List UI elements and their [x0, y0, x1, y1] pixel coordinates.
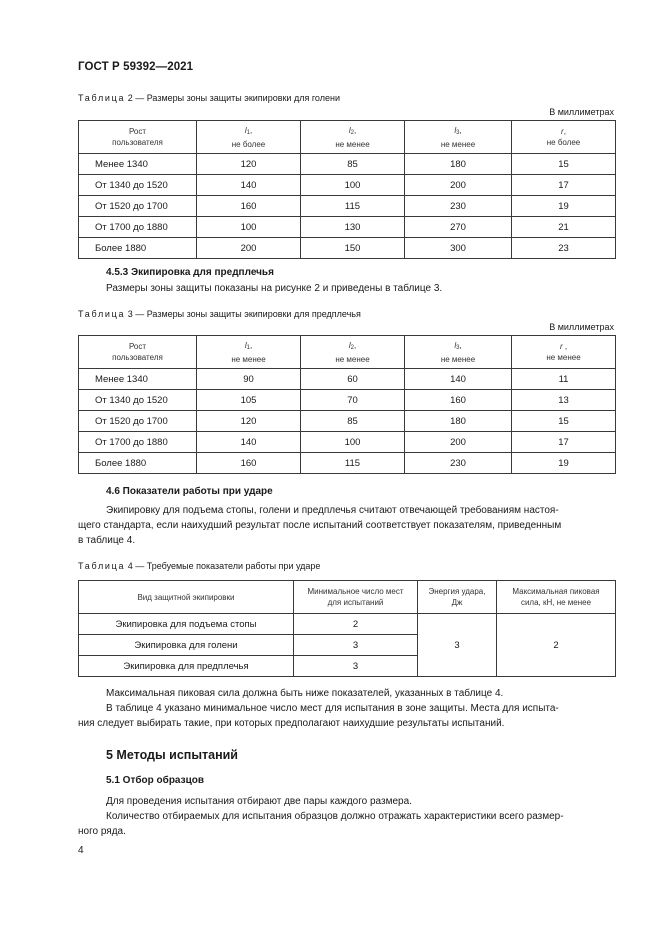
table-3-header-row [79, 336, 616, 369]
table-row: От 1700 до 1880 100 130 270 21 [79, 217, 616, 238]
table-row: Более 1880 160 115 230 19 [79, 453, 616, 474]
col-header-height: Рост пользователя [79, 121, 197, 154]
section-4-6-heading: 4.6 Показатели работы при ударе [106, 486, 273, 497]
col-header-type: Вид защитной экипировки [79, 581, 294, 614]
table-row: Менее 1340 90 60 140 11 [79, 369, 616, 390]
table-2-header-row [79, 121, 616, 154]
section-4-5-3-text: Размеры зоны защиты показаны на рисунке 2 и приведены в таблице 3. [106, 283, 443, 294]
table-row: Экипировка для предплечья 3 [79, 656, 616, 677]
section-5-1-heading: 5.1 Отбор образцов [106, 775, 204, 786]
section-5-1-line-2: Количество отбираемых для испытания образцов должно отражать характеристики всего размер- [106, 811, 564, 822]
caption-text: 3 — Размеры зоны защиты экипировки для предплечья [125, 309, 361, 319]
document-id: ГОСТ Р 59392—2021 [78, 61, 194, 73]
caption-word: Таблица [78, 309, 126, 319]
table-row: От 1340 до 1520 140 100 200 17 [79, 175, 616, 196]
paragraph-line-2: В таблице 4 указано минимальное число мест для испытания в зоне защиты. Места для испыта- [106, 703, 559, 714]
col-header-l2: l2, не менее [301, 336, 405, 369]
section-5-1-line-1: Для проведения испытания отбирают две пары каждого размера. [106, 796, 412, 807]
col-header-l2: l2, не менее [301, 121, 405, 154]
table-row: Экипировка для подъема стопы 2 3 2 [79, 614, 616, 635]
table-3-caption [78, 309, 361, 319]
table-4 [78, 580, 616, 677]
table-2 [78, 120, 616, 259]
table-3 [78, 335, 616, 474]
table-row: От 1520 до 1700 160 115 230 19 [79, 196, 616, 217]
paragraph-line-3: ния следует выбирать такие, при которых предполагают наихудшие результаты испытаний. [78, 718, 505, 729]
table-row: Экипировка для голени 3 [79, 635, 616, 656]
section-4-6-line-1: Экипировку для подъема стопы, голени и предплечья считают отвечающей требованиям настоя- [106, 505, 559, 516]
col-header-l3: l3, не менее [405, 121, 512, 154]
force-cell: 2 [497, 614, 616, 677]
energy-cell: 3 [418, 614, 497, 677]
page-number: 4 [78, 845, 84, 856]
col-header-l1: l1, не менее [197, 336, 301, 369]
table-row: От 1700 до 1880 140 100 200 17 [79, 432, 616, 453]
caption-word: Таблица [78, 561, 126, 571]
table-3-unit: В миллиметрах [549, 322, 614, 332]
caption-text: 4 — Требуемые показатели работы при ударе [125, 561, 321, 571]
table-4-header-row [79, 581, 616, 614]
table-row: От 1340 до 1520 105 70 160 13 [79, 390, 616, 411]
table-row: Более 1880 200 150 300 23 [79, 238, 616, 259]
col-header-l3: l3, не менее [405, 336, 512, 369]
section-5-heading: 5 Методы испытаний [106, 748, 238, 762]
section-4-6-line-3: в таблице 4. [78, 535, 136, 546]
section-4-5-3-heading: 4.5.3 Экипировка для предплечья [106, 267, 274, 278]
table-row: Менее 1340 120 85 180 15 [79, 154, 616, 175]
col-header-r: r , не менее [512, 336, 616, 369]
col-header-min-count: Минимальное число мест для испытаний [294, 581, 418, 614]
table-2-caption [78, 93, 340, 103]
table-4-caption [78, 561, 320, 571]
caption-word: Таблица [78, 93, 126, 103]
col-header-height: Рост пользователя [79, 336, 197, 369]
col-header-energy: Энергия удара, Дж [418, 581, 497, 614]
table-2-unit: В миллиметрах [549, 107, 614, 117]
table-row: От 1520 до 1700 120 85 180 15 [79, 411, 616, 432]
caption-text: 2 — Размеры зоны защиты экипировки для голени [125, 93, 340, 103]
paragraph-line-1: Максимальная пиковая сила должна быть ниже показателей, указанных в таблице 4. [106, 688, 504, 699]
section-5-1-line-3: ного ряда. [78, 826, 126, 837]
col-header-max-force: Максимальная пиковая сила, кН, не менее [497, 581, 616, 614]
col-header-r: r, не более [512, 121, 616, 154]
section-4-6-line-2: щего стандарта, если наихудший результат после испытаний соответствует показателям, приведенным [78, 520, 562, 531]
col-header-l1: l1, не более [197, 121, 301, 154]
